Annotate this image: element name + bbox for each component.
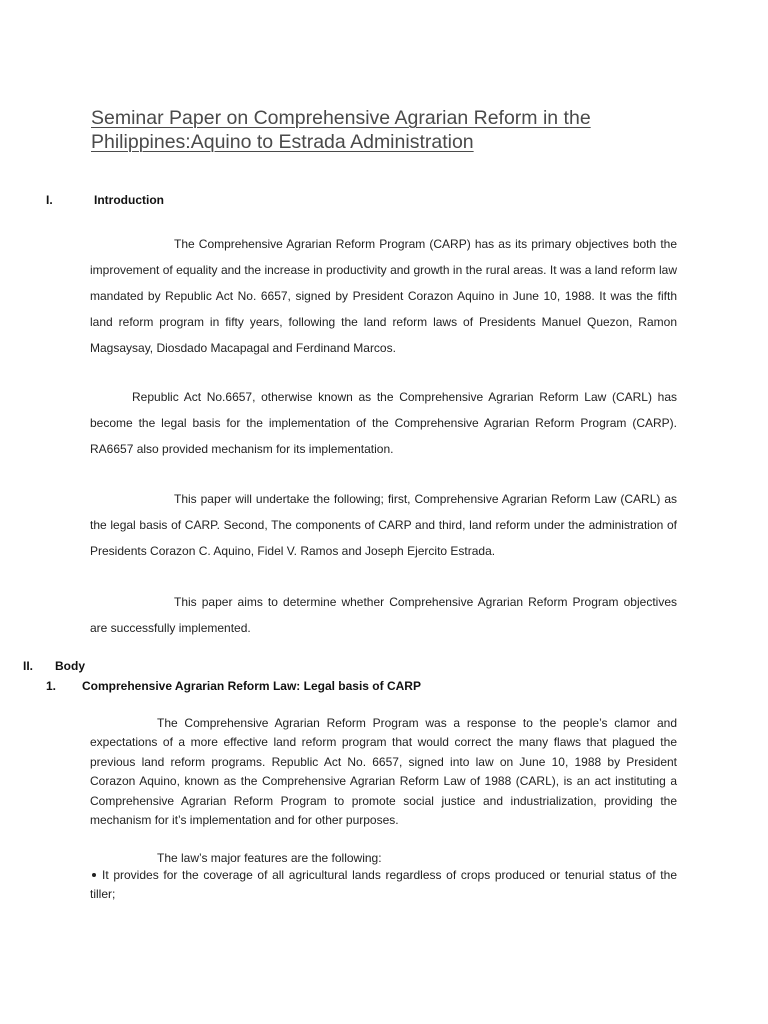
intro-paragraph-4: This paper aims to determine whether Comprehensive Agrarian Reform Program objectives are successfully implemented. [90,595,677,635]
document-title [91,106,651,154]
title-line-2: Philippines:Aquino to Estrada Administration [91,131,474,153]
section-title: Introduction [94,193,164,207]
intro-paragraph-1: The Comprehensive Agrarian Reform Program (CARP) has as its primary objectives both the improvement of equality and the increase in productivity and growth in the rural areas. It was a land reform law mandated by Republic Act No. 6657, signed by President Corazon Aquino in June 10, 1988. It was the fifth land reform program in fifty years, following the land reform laws of Presidents Manuel Quezon, Ramon Magsaysay, Diosdado Macapagal and Ferdinand Marcos. [90,237,677,355]
section-numeral: I. [46,193,53,207]
features-intro: The law’s major features are the following: [157,851,382,865]
intro-paragraph-2: Republic Act No.6657, otherwise known as the Comprehensive Agrarian Reform Law (CARL) has become the legal basis for the implementation of the Comprehensive Agrarian Reform Program (CARP). RA6657 also provided mechanism for its implementation. [90,390,677,456]
section-numeral: II. [23,659,34,673]
carl-paragraph: The Comprehensive Agrarian Reform Program was a response to the people’s clamor and expectations of a more effective land reform program that would correct the many flaws that plagued the previous land reform programs. Republic Act No. 6657, signed into law on June 10, 1988 by President Corazon Aquino, known as the Comprehensive Agrarian Reform Law of 1988 (CARL), is an act instituting a Comprehensive Agrarian Reform Program to promote social justice and industrialization, providing the mechanism for it’s implementation and for other purposes. [90,716,677,828]
intro-paragraph-3: This paper will undertake the following; first, Comprehensive Agrarian Reform Law (CARL) as the legal basis of CARP. Second, The components of CARP and third, land reform under the administration of Presidents Corazon C. Aquino, Fidel V. Ramos and Joseph Ejercito Estrada. [90,492,677,558]
subsection-title: Comprehensive Agrarian Reform Law: Legal basis of CARP [82,679,421,693]
bullet-icon [92,873,96,877]
title-line-1: Seminar Paper on Comprehensive Agrarian Reform in the [91,107,591,129]
section-title: Body [55,659,85,673]
bullet-text: It provides for the coverage of all agricultural lands regardless of crops produced or tenurial status of the tiller; [90,868,677,902]
subsection-number: 1. [46,679,57,693]
feature-bullet-1 [90,866,677,905]
